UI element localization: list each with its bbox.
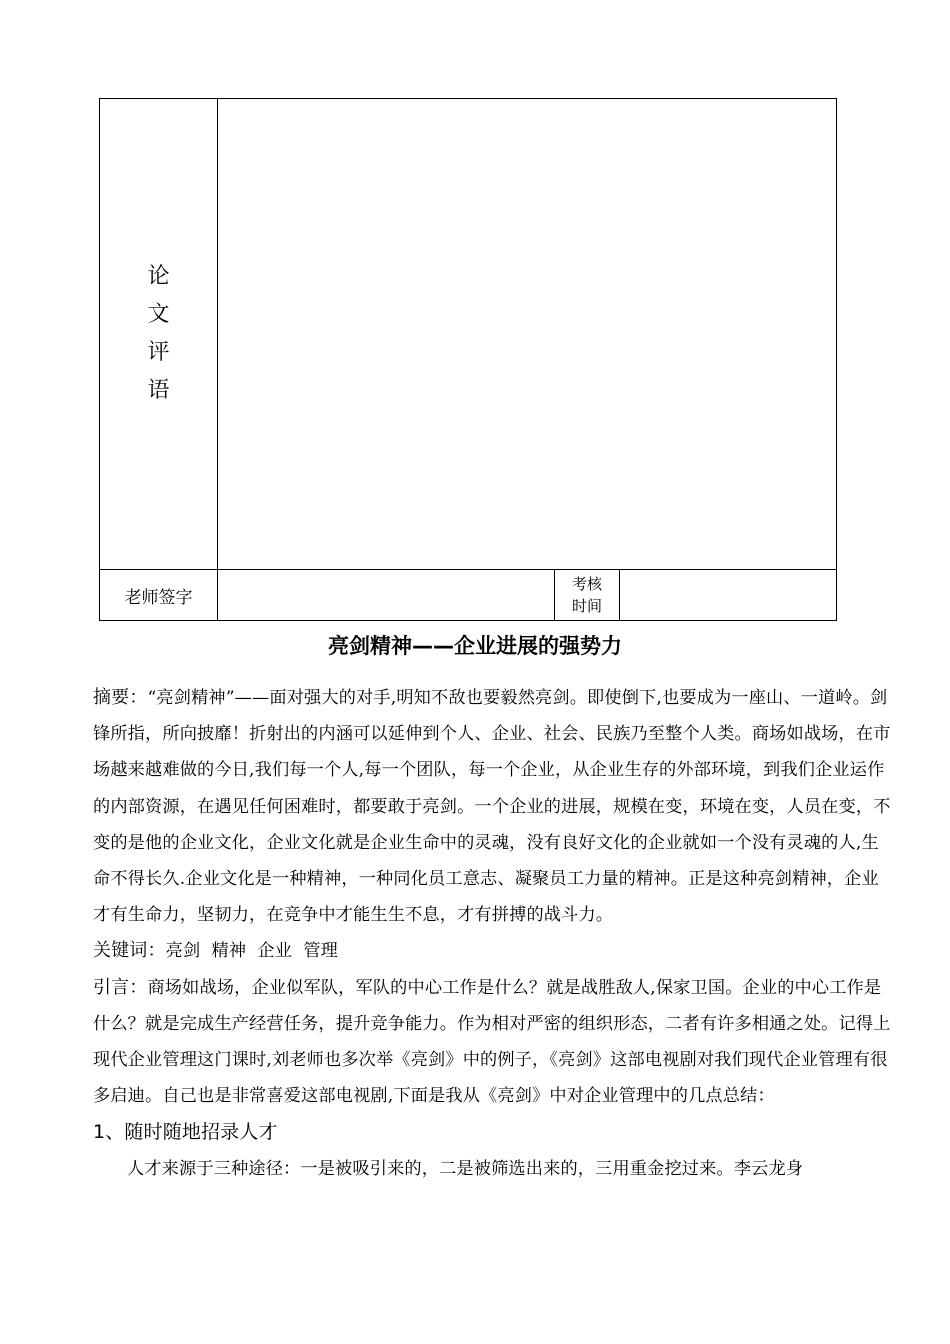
abstract-paragraph [93, 680, 893, 933]
section-heading: 1、随时随地招录人才 [93, 1121, 278, 1144]
teacher-signature-field[interactable] [218, 570, 555, 621]
abstract-label: 摘要： [93, 687, 148, 708]
teacher-signature-label: 老师签字 [100, 570, 218, 621]
intro-label: 引言： [93, 976, 148, 998]
document-title: 亮剑精神——企业进展的强势力 [328, 634, 622, 658]
evaluation-table [99, 98, 837, 621]
document-body [93, 680, 893, 1187]
exam-time-label: 考核 时间 [555, 570, 620, 621]
keywords-label: 关键词： [93, 940, 166, 962]
intro-text: 商场如战场，企业似军队，军队的中心工作是什么？就是战胜敌人,保家卫国。企业的中心工作是什么？就是完成生产经营任务，提升竞争能力。作为相对严密的组织形态，二者有许多相通之处。记得上现代企业管理这门课时,刘老师也多次举《亮剑》中的例子，《亮剑》这部电视剧对我们现代企业管理有很多启迪。自己也是非常喜爱这部电视剧,下面是我从《亮剑》中对企业管理中的几点总结： [93, 977, 891, 1107]
exam-time-field[interactable] [620, 570, 837, 621]
comment-field[interactable] [218, 99, 837, 570]
comment-label: 论 文 评 语 [147, 264, 170, 403]
section-paragraph: 人才来源于三种途径：一是被吸引来的，二是被筛选出来的，三用重金挖过来。李云龙身 [127, 1158, 804, 1179]
comment-label-cell [100, 99, 218, 570]
keywords-paragraph [93, 933, 893, 969]
keywords-text: 亮剑 精神 企业 管理 [165, 941, 338, 962]
intro-paragraph [93, 970, 893, 1115]
abstract-text: “亮剑精神”——面对强大的对手,明知不敌也要毅然亮剑。即使倒下,也要成为一座山、一道岭。剑锋所指，所向披靡！折射出的内涵可以延伸到个人、企业、社会、民族乃至整个人类。商场如战场，在市场越来越难做的今日,我们每一个人,每一个团队，每一个企业，从企业生存的外部环境，到我们企业运作的内部资源，在遇见任何困难时，都要敢于亮剑。一个企业的进展，规模在变，环境在变，人员在变，不变的是他的企业文化，企业文化就是企业生命中的灵魂，没有良好文化的企业就如一个没有灵魂的人,生命不得长久.企业文化是一种精神，一种同化员工意志、凝聚员工力量的精神。正是这种亮剑精神，企业才有生命力，坚韧力，在竞争中才能生生不息，才有拼搏的战斗力。 [93, 688, 891, 926]
